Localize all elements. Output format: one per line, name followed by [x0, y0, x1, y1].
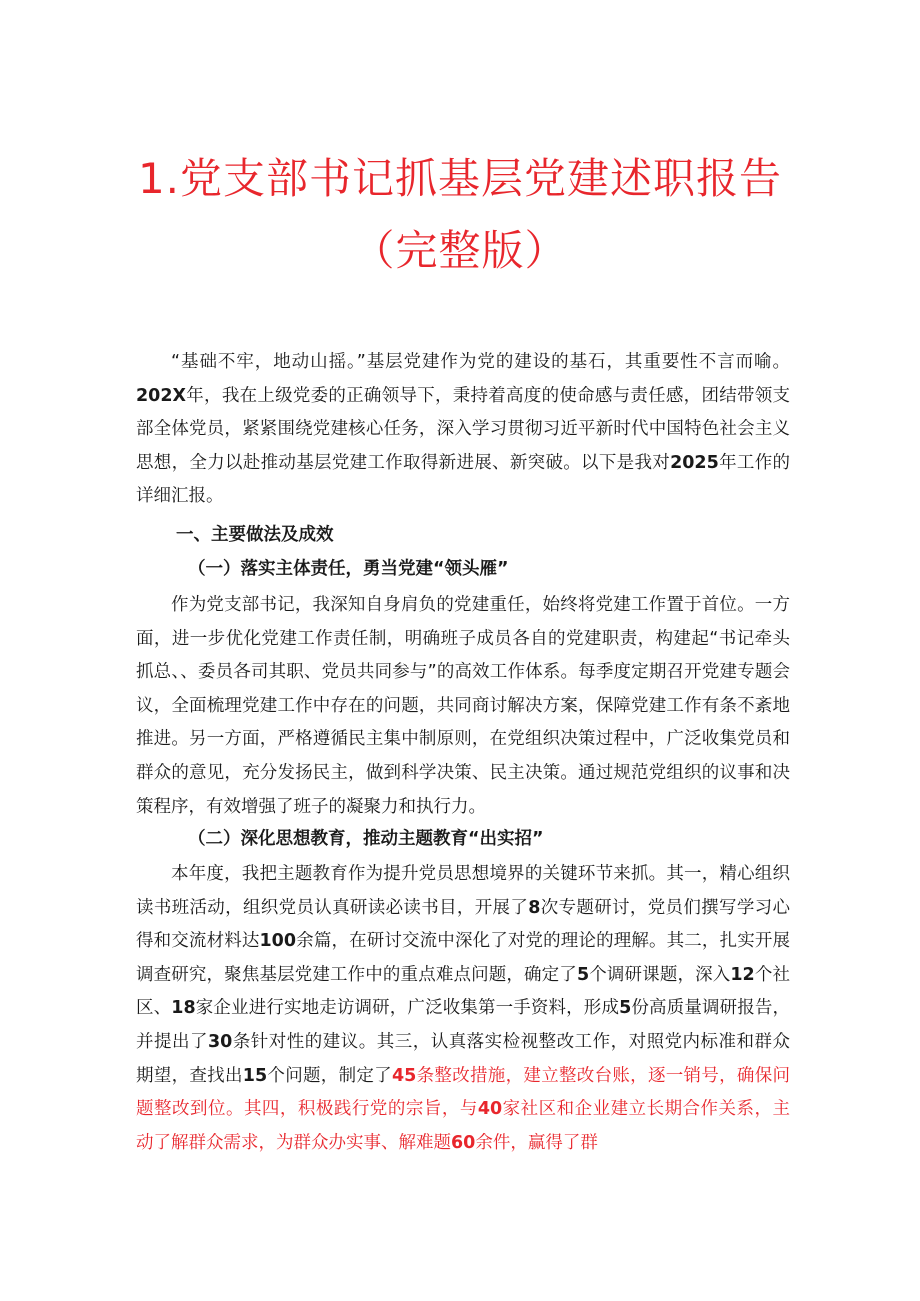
- figure-number: 18: [171, 998, 196, 1019]
- figure-number: 40: [477, 1099, 503, 1120]
- intro-year: 202X: [136, 385, 187, 406]
- figure-number: 5: [619, 998, 632, 1019]
- figure-number: 30: [207, 1031, 233, 1052]
- figure-number: 60: [451, 1132, 476, 1153]
- figure-number: 100: [259, 931, 297, 952]
- intro-paragraph: [136, 346, 790, 514]
- figure-number: 15: [242, 1065, 268, 1086]
- document-subtitle: （完整版）: [352, 226, 568, 275]
- subsection-paragraph: [136, 858, 790, 1160]
- document-title: 1.党支部书记抓基层党建述职报告: [137, 154, 783, 203]
- paragraph-text: 次专题研讨，党员们撰写学习心得和交流材料达: [136, 897, 790, 952]
- intro-text: 年，我在上级党委的正确领导下，秉持着高度的使命感与责任感，团结带领支部全体党员，紧紧围绕党建核心任务，深入学习贯彻习近平新时代中国特色社会主义思想，全力以赴推动基层党建工作取得新进展、新突破。以下是我对: [136, 385, 790, 473]
- paragraph-text: 家企业进行实地走访调研，广泛收集第一手资料，形成: [195, 998, 620, 1019]
- paragraph-text: 个问题，制定了: [267, 1065, 392, 1086]
- figure-number: 5: [576, 964, 590, 985]
- intro-text: 年工作的详细汇报。: [136, 452, 791, 507]
- subsection-paragraph: 作为党支部书记，我深知自身肩负的党建重任，始终将党建工作置于首位。一方面，进一步优化党建工作责任制，明确班子成员各自的党建职责，构建起“书记牵头抓总、、委员各司其职、党员共同参与”的高效工作体系。每季度定期召开党建专题会议，全面梳理党建工作中存在的问题，共同商讨解决方案，保障党建工作有条不紊地推进。另一方面，严格遵循民主集中制原则，在党组织决策过程中，广泛收集党员和群众的意见，充分发扬民主，做到科学决策、民主决策。通过规范党组织的议事和决策程序，有效增强了班子的凝聚力和执行力。: [136, 595, 790, 817]
- subsection-heading: （一）落实主体责任，勇当党建“领头雁”: [188, 559, 509, 579]
- intro-year: 2025: [670, 452, 719, 473]
- paragraph-text: 个社区、: [136, 964, 791, 1019]
- figure-number: 12: [730, 964, 755, 985]
- highlighted-text: 家社区和企业建立长期合作关系，主动了解群众需求，为群众办实事、解难题: [136, 1099, 791, 1153]
- paragraph-text: 余篇，在研讨交流中深化了对党的理论的理解。其二，扎实开展调查研究，聚焦基层党建工作中的重点难点问题，确定了: [136, 931, 791, 985]
- paragraph-text: 本年度，我把主题教育作为提升党员思想境界的关键环节来抓。其一，精心组织读书班活动，组织党员认真研读必读书目，开展了: [136, 864, 790, 918]
- highlighted-text: 余件，赢得了群: [475, 1132, 598, 1153]
- section-heading: 一、主要做法及成效: [176, 525, 334, 545]
- intro-text: “基础不牢，地动山摇。”基层党建作为党的建设的基石，其重要性不言而喻。: [171, 352, 790, 372]
- paragraph-text: 个调研课题，深入: [589, 964, 731, 985]
- figure-number: 45: [391, 1065, 417, 1086]
- subsection-heading: （二）深化思想教育，推动主题教育“出实招”: [188, 829, 544, 849]
- paragraph-text: 条针对性的建议。其三，认真落实检视整改工作，对照党内标准和群众期望，查找出: [136, 1031, 791, 1086]
- highlighted-text: 条整改措施，建立整改台账，逐一销号，确保问题整改到位。其四，积极践行党的宗旨，与: [136, 1065, 791, 1120]
- figure-number: 8: [528, 897, 541, 918]
- paragraph-text: 份高质量调研报告，并提出了: [136, 998, 791, 1052]
